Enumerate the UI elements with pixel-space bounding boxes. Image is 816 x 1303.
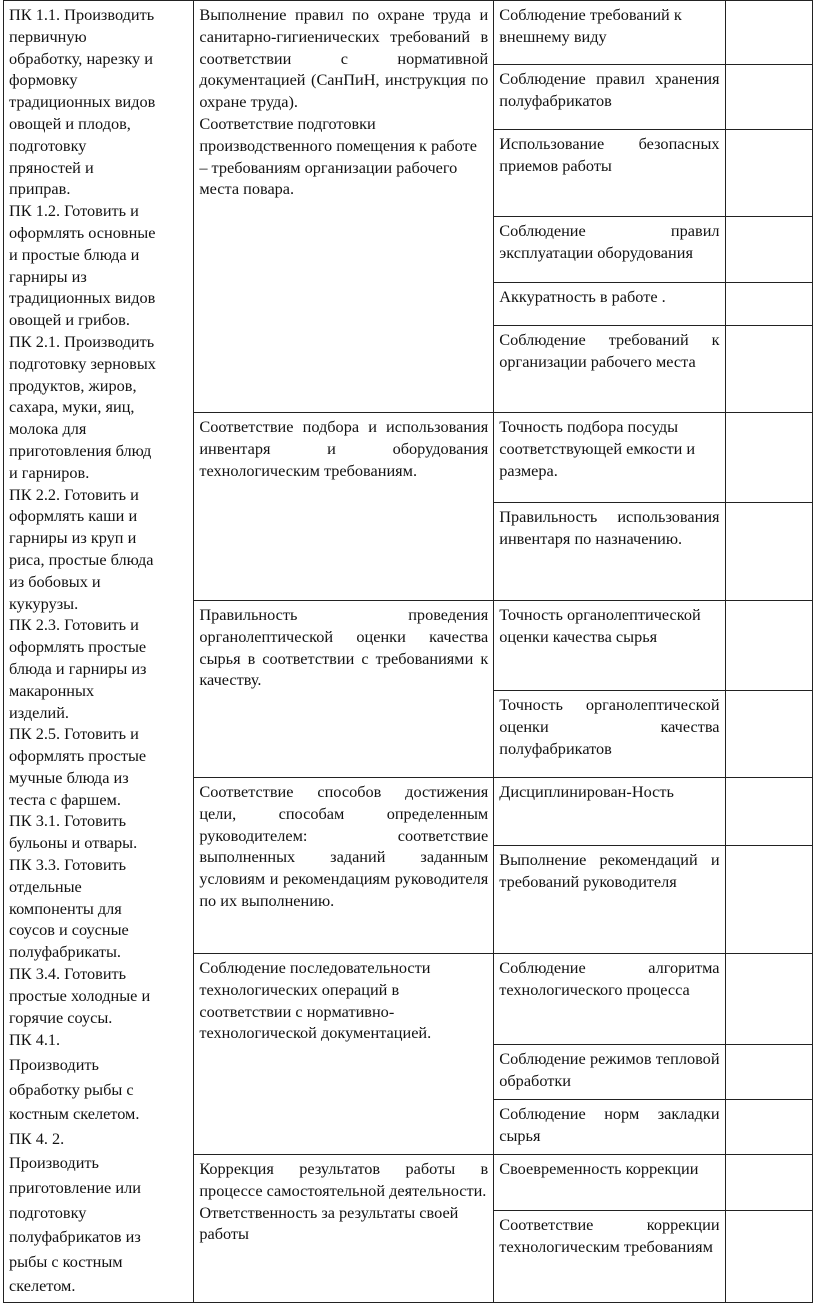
- indicator-cell: [494, 283, 725, 326]
- indicator-cell: [494, 1044, 725, 1099]
- score-cell: [725, 65, 812, 130]
- competency-line: ПК 2.5. Готовить и: [9, 724, 139, 744]
- competency-line: изделий.: [9, 702, 69, 722]
- competency-line: ПК 1.1. Производить: [9, 5, 155, 24]
- competency-line: мучные блюда из: [9, 767, 129, 787]
- score-cell: [725, 1, 812, 65]
- indicator-text: Соблюдение правил эксплуатации оборудования: [499, 221, 720, 262]
- competency-line: ПК 2.2. Готовить и: [9, 484, 139, 504]
- competency-line: оформлять основные: [9, 222, 156, 242]
- result-cell: [194, 777, 494, 953]
- result-cell: [194, 953, 494, 1154]
- competency-line: традиционных видов: [9, 288, 156, 308]
- competency-line: подготовку: [9, 1202, 87, 1222]
- indicator-text: Правильность использования инвентаря по назначению.: [499, 506, 720, 548]
- competencies-cell: [4, 1, 194, 1303]
- assessment-table: [3, 0, 813, 1303]
- competency-line: молока для: [9, 419, 87, 439]
- competency-line: кукурузы.: [9, 593, 79, 613]
- result-cell: [194, 413, 494, 601]
- competency-line: гарниры из: [9, 266, 87, 286]
- result-text: Соответствие способов достижения цели, способам определенным руководителем: соответствие выполненных заданий заданным условиям и рекомендациям руководителя по их выполнению.: [199, 781, 489, 910]
- competency-line: горячие соусы.: [9, 1007, 113, 1027]
- indicator-text: Точность подбора посуды соответствующей емкости и размера.: [499, 417, 696, 480]
- indicator-text: Соблюдение режимов тепловой обработки: [499, 1048, 720, 1090]
- competency-line: ПК 1.2. Готовить и: [9, 201, 139, 221]
- competency-line: и гарниров.: [9, 462, 90, 482]
- competency-line: ПК 3.3. Готовить: [9, 855, 127, 875]
- competency-line: костным скелетом.: [9, 1104, 140, 1124]
- indicator-text: Аккуратность в работе .: [499, 287, 666, 306]
- competency-line: гарниры из круп и: [9, 528, 137, 548]
- competencies-list-a: [9, 4, 188, 1028]
- competency-line: приготовление или: [9, 1178, 141, 1198]
- result-cell: [194, 1, 494, 413]
- competency-line: традиционных видов: [9, 92, 156, 112]
- competency-line: приправ.: [9, 179, 71, 199]
- indicator-text: Соблюдение правил хранения полуфабрикатов: [499, 69, 720, 110]
- competency-line: обработку рыбы с: [9, 1079, 134, 1099]
- indicator-text: Соблюдение алгоритма технологического процесса: [499, 957, 720, 999]
- competency-line: из бобовых и: [9, 571, 101, 591]
- result-text: Соблюдение последовательности технологических операций в соответствии с нормативно-технологической документацией.: [199, 957, 432, 1043]
- competency-line: приготовления блюд: [9, 440, 152, 460]
- score-cell: [725, 845, 812, 953]
- score-cell: [725, 1154, 812, 1210]
- competency-line: простые холодные и: [9, 985, 151, 1005]
- score-cell: [725, 217, 812, 283]
- indicator-text: Своевременность коррекции: [499, 1158, 699, 1178]
- result-text: Правильность проведения органолептической оценки качества сырья в соответствии с требованиями к качеству.: [199, 604, 489, 690]
- competencies-list-b: [9, 1028, 188, 1299]
- competency-line: бульоны и отвары.: [9, 833, 138, 853]
- score-cell: [725, 130, 812, 217]
- score-cell: [725, 1210, 812, 1302]
- competency-line: первичную: [9, 26, 87, 46]
- result-text: Коррекция результатов работы в процессе самостоятельной деятельности.: [199, 1158, 489, 1200]
- indicator-text: Соблюдение требований к организации рабочего места: [499, 330, 720, 371]
- score-cell: [725, 777, 812, 845]
- competency-line: обработку, нарезку и: [9, 48, 153, 68]
- indicator-cell: [494, 777, 725, 845]
- indicator-cell: [494, 600, 725, 690]
- indicator-text: Соблюдение норм закладки сырья: [499, 1103, 720, 1145]
- score-cell: [725, 1099, 812, 1154]
- indicator-text: Соответствие коррекции технологическим требованиям: [499, 1214, 720, 1256]
- result-cell: [194, 1154, 494, 1302]
- competency-line: рыбы с костным: [9, 1251, 123, 1271]
- result-text: Соответствие подбора и использования инвентаря и оборудования технологическим требованиям.: [199, 417, 489, 480]
- competency-line: сахара, муки, яиц,: [9, 397, 135, 417]
- competency-line: овощей и грибов.: [9, 310, 130, 330]
- competency-line: макаронных: [9, 680, 95, 700]
- competency-line: риса, простые блюда: [9, 549, 154, 569]
- score-cell: [725, 502, 812, 600]
- result-text: Соответствие подготовки производственного помещения к работе – требованиям организации рабочего места повара.: [199, 113, 477, 199]
- indicator-text: Использование безопасных приемов работы: [499, 134, 720, 175]
- indicator-text: Дисциплинирован-Ность: [499, 781, 674, 801]
- competency-line: ПК 3.4. Готовить: [9, 964, 127, 984]
- indicator-text: Выполнение рекомендаций и требований руководителя: [499, 849, 720, 891]
- score-cell: [725, 690, 812, 777]
- score-cell: [725, 413, 812, 503]
- competency-line: формовку: [9, 70, 78, 90]
- indicator-cell: [494, 690, 725, 777]
- competency-line: продуктов, жиров,: [9, 375, 137, 395]
- competency-line: ПК 3.1. Готовить: [9, 811, 127, 831]
- indicator-cell: [494, 130, 725, 217]
- indicator-cell: [494, 413, 725, 503]
- indicator-cell: [494, 65, 725, 130]
- competency-line: и простые блюда и: [9, 244, 140, 264]
- indicator-cell: [494, 1154, 725, 1210]
- competency-line: соусов и соусные: [9, 920, 129, 940]
- score-cell: [725, 1044, 812, 1099]
- indicator-text: Соблюдение требований к внешнему виду: [499, 5, 682, 46]
- indicator-text: Точность органолептической оценки качества сырья: [499, 604, 701, 646]
- competency-line: скелетом.: [9, 1276, 76, 1296]
- competency-line: отдельные: [9, 876, 82, 896]
- competency-line: теста с фаршем.: [9, 789, 121, 809]
- result-cell: [194, 600, 494, 777]
- competency-line: ПК 4. 2.: [9, 1128, 65, 1148]
- competency-line: оформлять простые: [9, 637, 147, 657]
- indicator-cell: [494, 1099, 725, 1154]
- score-cell: [725, 953, 812, 1044]
- result-text: Ответственность за результаты своей работы: [199, 1202, 459, 1244]
- competency-line: Производить: [9, 1055, 99, 1075]
- indicator-cell: [494, 502, 725, 600]
- competency-line: ПК 2.1. Производить: [9, 331, 155, 351]
- competency-line: компоненты для: [9, 898, 122, 918]
- indicator-cell: [494, 953, 725, 1044]
- competency-line: оформлять каши и: [9, 506, 138, 526]
- competency-line: ПК 2.3. Готовить и: [9, 615, 139, 635]
- competency-line: полуфабрикаты.: [9, 942, 122, 962]
- indicator-cell: [494, 1210, 725, 1302]
- indicator-cell: [494, 845, 725, 953]
- score-cell: [725, 326, 812, 413]
- competency-line: пряностей и: [9, 157, 94, 177]
- competency-line: подготовку зерновых: [9, 353, 156, 373]
- competency-line: ПК 4.1.: [9, 1030, 61, 1050]
- competency-line: овощей и плодов,: [9, 113, 131, 133]
- score-cell: [725, 600, 812, 690]
- table-row: [4, 1, 813, 65]
- competency-line: оформлять простые: [9, 746, 147, 766]
- indicator-cell: [494, 326, 725, 413]
- competency-line: подготовку: [9, 135, 87, 155]
- indicator-cell: [494, 217, 725, 283]
- competency-line: полуфабрикатов из: [9, 1227, 141, 1247]
- result-text: Выполнение правил по охране труда и санитарно-гигиенических требований в соответствии с нормативной документацией (СанПиН, инструкция по охране труда).: [199, 5, 489, 112]
- indicator-cell: [494, 1, 725, 65]
- competency-line: блюда и гарниры из: [9, 658, 147, 678]
- score-cell: [725, 283, 812, 326]
- indicator-text: Точность органолептической оценки качества полуфабрикатов: [499, 694, 720, 758]
- competency-line: Производить: [9, 1153, 99, 1173]
